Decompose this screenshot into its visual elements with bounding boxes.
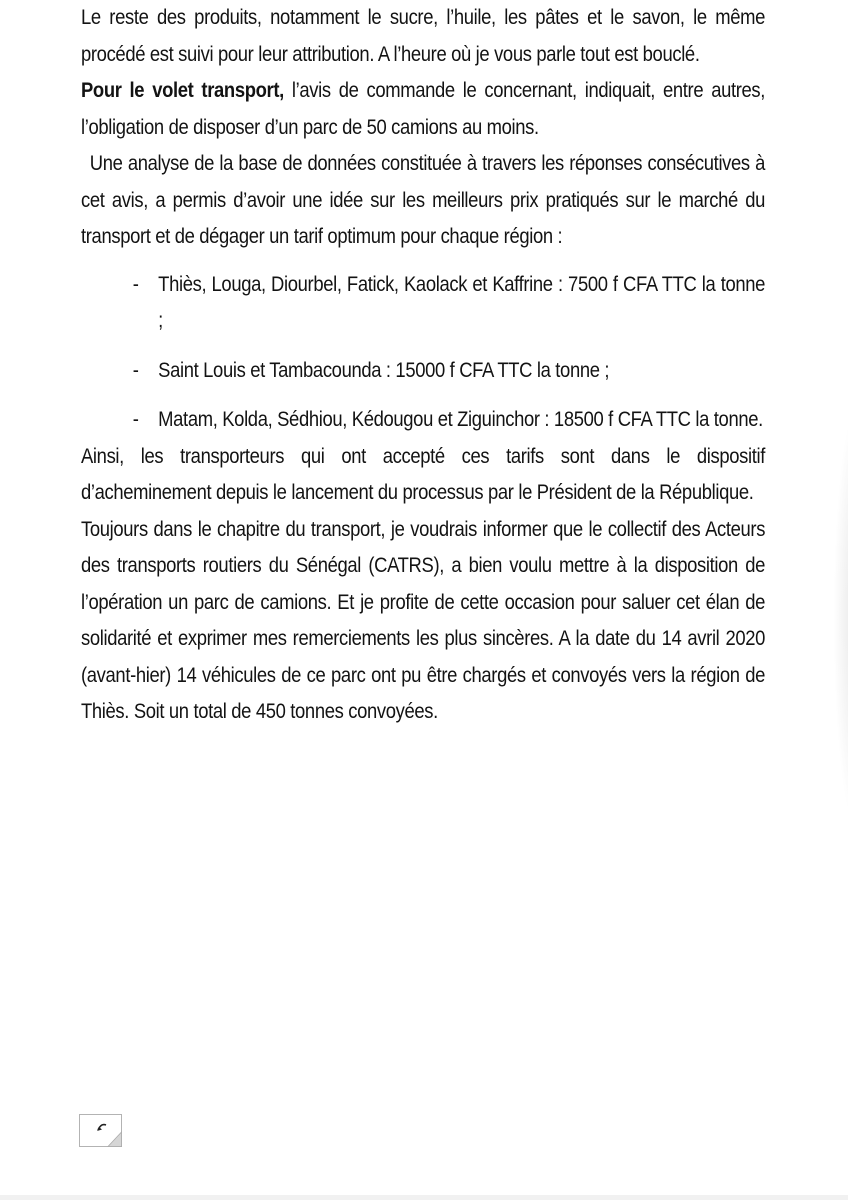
bullet-dash: - xyxy=(132,408,139,431)
tariff-item-text: Thiès, Louga, Diourbel, Fatick, Kaolack et Kaffrine : 7500 f CFA TTC la tonne ; xyxy=(158,272,766,332)
tariff-item-center-regions xyxy=(81,267,765,340)
broken-image-icon xyxy=(79,1114,122,1147)
paragraph-intro: Le reste des produits, notamment le sucre, l’huile, les pâtes et le savon, le même procédé est suivi pour leur attribution. A l’heure où je vous parle tout est bouclé. xyxy=(81,6,766,66)
paragraph-transport xyxy=(81,73,765,146)
tariff-item-south-regions xyxy=(81,402,765,439)
tariff-item-north-regions xyxy=(81,353,765,390)
bullet-dash: - xyxy=(132,272,139,296)
tariff-item-text: Saint Louis et Tambacounda : 15000 f CFA TTC la tonne ; xyxy=(158,358,610,382)
paragraph-transport-rest: l’avis de commande le concernant, indiquait, entre autres, l’obligation de disposer d’un parc de 50 camions au moins. xyxy=(81,79,766,139)
document-text-column xyxy=(81,0,765,731)
paragraph-transporters: Ainsi, les transporteurs qui ont accepté ces tarifs sont dans le dispositif d’acheminement depuis le lancement du processus par le Président de la République. xyxy=(81,444,766,504)
paragraph-transport-bold-lead: Pour le volet transport, xyxy=(81,79,284,102)
paragraph-catrs: Toujours dans le chapitre du transport, je voudrais informer que le collectif des Acteurs des transports routiers du Sénégal (CATRS), a bien voulu mettre à la disposition de l’opération un parc de camions. Et je profite de cette occasion pour saluer cet élan de solidarité et exprimer mes remerciements les plus sincères. A la date du 14 avril 2020 (avant-hier) 14 véhicules de ce parc ont pu être chargés et convoyés vers la région de Thiès. Soit un total de 450 tonnes convoyées. xyxy=(81,517,766,723)
paragraph-analysis: Une analyse de la base de données constituée à travers les réponses consécutives à cet avis, a permis d’avoir une idée sur les meilleurs prix pratiqués sur le marché du transport et de dégager un tarif optimum pour chaque région : xyxy=(81,152,766,248)
scan-bottom-band xyxy=(0,1195,848,1200)
tariff-list xyxy=(81,267,765,439)
scan-edge-shadow xyxy=(796,370,848,960)
tariff-item-text: Matam, Kolda, Sédhiou, Kédougou et Ziguinchor : 18500 f CFA TTC la tonne. xyxy=(158,408,763,431)
bullet-dash: - xyxy=(132,358,139,382)
